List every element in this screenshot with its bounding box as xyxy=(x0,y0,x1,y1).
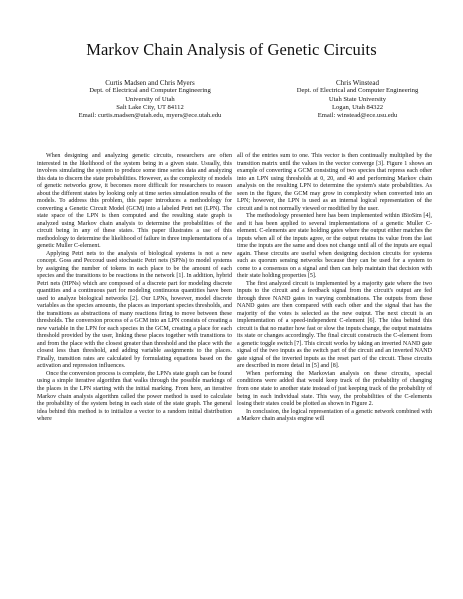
body-paragraph: When designing and analyzing genetic circuits, researchers are often interested in the likelihood of the system being in a given state. Usually, this involves simulating the system to produce some time series data and analyzing this data to discern the state probabilities. However, as the complexity of models of genetic networks grow, it becomes more difficult for researchers to reason about the different states by looking only at time series simulation results of the models. To address this problem, this paper introduces a methodology for converting a Genetic Circuit Model (GCM) into a labeled Petri net (LPN). The state space of the LPN is then computed and the resulting state graph is analyzed using Markov chain analysis to determine the probabilities of the circuit being in any of these states. This paper illustrates a use of this methodology to determine the likelihood of failure in three implementations of a genetic Muller C-element. xyxy=(37,153,232,250)
body-paragraph: Applying Petri nets to the analysis of biological systems is not a new concept. Goss and Peccoud used stochastic Petri nets (SPNs) to model systems by assigning the number of tokens in each place to be the amount of each species and the transitions to be reactions in the network [1]. In addition, hybrid Petri nets (HPNs) which are composed of a discrete part for modeling discrete quantities and a continuous part for modeling continuous quantities have been used to analyze biological networks [2]. Our LPNs, however, model discrete variables as the species amounts, the places as important species thresholds, and the transitions as abstractions of many reactions firing to move between these thresholds. The conversion process of a GCM into an LPN consists of creating a new variable in the LPN for each species in the GCM, creating a place for each threshold provided by the user, linking these places together with transitions to and from the place with the closest greater than threshold and the place with the closest less than threshold, and adding variable assignments to the places. Finally, transition rates are calculated by formulating equations based on the activation and repression influences. xyxy=(37,250,232,370)
body-paragraph: The methodology presented here has been implemented within iBioSim [4], and it has been applied to several implementations of a genetic Muller C-element. C-elements are state holding gates where the output either matches the inputs when all of the inputs agree, or the output retains its value from the last time the inputs are the same and does not change until all of the inputs are equal again. These circuits are useful when designing decision circuits for systems such as quorum sensing networks because they can be used for a system to come to a consensus on a signal and then can help maintain that decision with their state holding properties [5]. xyxy=(237,213,432,280)
body-column-left xyxy=(37,153,232,424)
author-location: Logan, Utah 84322 xyxy=(331,103,384,111)
author-institution: Utah State University xyxy=(328,95,387,103)
body-paragraph: The first analyzed circuit is implemented by a majority gate where the two inputs to the circuit and a feedback signal from the circuit's output are fed through three NAND gates in varying combinations. The outputs from these NAND gates are then compared with each other and the signal that has the majority of the votes is selected as the new output. The next circuit is an implementation of a speed-independent C-element [6]. The idea behind this circuit is that no matter how fast or slow the inputs change, the output maintains its state or changes accordingly. The final circuit constructs the C-element from a genetic toggle switch [7]. This circuit works by taking an inverted NAND gate signal of the two inputs as the switch part of the circuit and an inverted NAND gate signal of the inverted inputs as the reset part of the circuit. These circuits are described in more detail in [5] and [8]. xyxy=(237,280,432,370)
author-location: Salt Lake City, UT 84112 xyxy=(116,103,184,111)
author-email: Email: winstead@ece.usu.edu xyxy=(317,112,398,120)
author-institution: University of Utah xyxy=(125,95,175,103)
author-block-usu xyxy=(250,79,463,120)
paper-title: Markov Chain Analysis of Genetic Circuits xyxy=(86,40,377,59)
body-paragraph: Once the conversion process is complete, the LPN's state graph can be found using a simple iterative algorithm that walks through the possible markings of the places in the LPN starting with the initial marking. From here, an iterative Markov chain analysis algorithm called the power method is used to calculate the probability of the system being in each state of the state graph. The general idea behind this method is to initialize a vector to a random initial distribution where xyxy=(37,370,232,423)
body-column-right xyxy=(237,153,432,424)
author-section xyxy=(0,79,463,135)
author-email: Email: curtis.madsen@utah.edu, myers@ece.utah.edu xyxy=(78,112,222,120)
body-paragraph: When performing the Markovian analysis on these circuits, special conditions were added that would keep track of the probability of changing from one state to another state instead of just keeping track of the probability of being in each individual state. This way, the probabilities of the C-elements losing their states could be plotted as shown in Figure 2. xyxy=(237,370,432,408)
author-block-utah xyxy=(40,79,260,120)
author-department: Dept. of Electrical and Computer Engineering xyxy=(89,87,211,95)
author-names: Chris Winstead xyxy=(336,79,379,87)
author-department: Dept. of Electrical and Computer Engineering xyxy=(296,87,419,95)
body-paragraph: all of the entries sum to one. This vector is then continually multiplied by the transition matrix until the values in the vector converge [3]. Figure 1 shows an example of converting a GCM consisting of two species that repress each other into an LPN using thresholds at 0, 20, and 40 and performing Markov chain analysis on the resulting LPN to determine the system's state probabilities. As seen in the figure, the GCM may grow in complexity when converted into an LPN; however, the LPN is used as an internal logical representation of the circuit and is not normally viewed or modified by the user. xyxy=(237,153,432,212)
author-names: Curtis Madsen and Chris Myers xyxy=(105,79,195,87)
body-paragraph: In conclusion, the logical representation of a genetic network combined with a Markov chain analysis engine will xyxy=(237,408,432,423)
